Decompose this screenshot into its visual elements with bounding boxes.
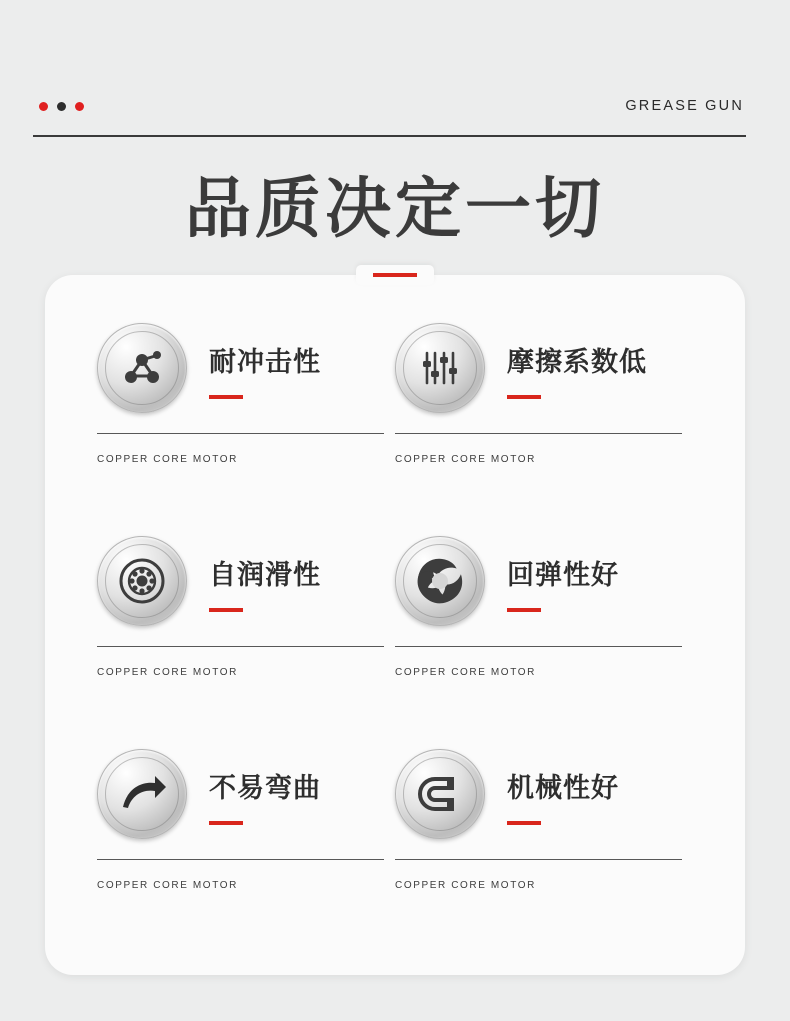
feature-item bbox=[97, 516, 395, 729]
dot-dark-middle bbox=[57, 102, 66, 111]
feature-divider bbox=[97, 859, 384, 860]
feature-subtitle: COPPER CORE MOTOR bbox=[395, 667, 536, 678]
feature-divider bbox=[97, 433, 384, 434]
feature-header bbox=[395, 303, 693, 433]
feature-item bbox=[395, 303, 693, 516]
feature-accent-bar bbox=[209, 821, 243, 825]
bearing-icon bbox=[97, 536, 187, 626]
magnet-icon bbox=[395, 749, 485, 839]
feature-divider bbox=[395, 859, 682, 860]
feature-card bbox=[45, 275, 745, 975]
feature-item bbox=[97, 303, 395, 516]
feature-divider bbox=[395, 433, 682, 434]
feature-subtitle: COPPER CORE MOTOR bbox=[395, 454, 536, 465]
feature-label: 机械性好 bbox=[507, 772, 619, 804]
spring-coil-icon bbox=[395, 536, 485, 626]
feature-accent-bar bbox=[507, 395, 541, 399]
dot-red-right bbox=[75, 102, 84, 111]
feature-accent-bar bbox=[507, 608, 541, 612]
feature-grid bbox=[45, 303, 745, 942]
feature-text bbox=[209, 338, 321, 399]
feature-divider bbox=[395, 646, 682, 647]
feature-label: 回弹性好 bbox=[507, 559, 619, 591]
feature-subtitle: COPPER CORE MOTOR bbox=[395, 880, 536, 891]
feature-header bbox=[395, 729, 693, 859]
card-notch-accent bbox=[373, 273, 417, 277]
feature-item bbox=[97, 729, 395, 942]
feature-header bbox=[395, 516, 693, 646]
feature-subtitle: COPPER CORE MOTOR bbox=[97, 880, 238, 891]
feature-divider bbox=[97, 646, 384, 647]
feature-accent-bar bbox=[209, 608, 243, 612]
feature-item bbox=[395, 516, 693, 729]
feature-header bbox=[97, 516, 395, 646]
feature-subtitle: COPPER CORE MOTOR bbox=[97, 454, 238, 465]
window-dots bbox=[39, 102, 84, 111]
feature-subtitle: COPPER CORE MOTOR bbox=[97, 667, 238, 678]
page-title: 品质决定一切 bbox=[185, 170, 605, 247]
brand-title: GREASE GUN bbox=[625, 98, 744, 114]
feature-label: 自润滑性 bbox=[209, 559, 321, 591]
feature-text bbox=[209, 551, 321, 612]
molecule-icon bbox=[97, 323, 187, 413]
feature-text bbox=[507, 338, 647, 399]
card-notch bbox=[356, 265, 434, 285]
feature-label: 不易弯曲 bbox=[209, 772, 321, 804]
feature-label: 耐冲击性 bbox=[209, 346, 321, 378]
feature-item bbox=[395, 729, 693, 942]
curved-arrow-icon bbox=[97, 749, 187, 839]
sliders-icon bbox=[395, 323, 485, 413]
feature-label: 摩擦系数低 bbox=[507, 346, 647, 378]
dot-red-left bbox=[39, 102, 48, 111]
feature-accent-bar bbox=[507, 821, 541, 825]
feature-text bbox=[507, 764, 619, 825]
feature-text bbox=[209, 764, 321, 825]
feature-accent-bar bbox=[209, 395, 243, 399]
feature-header bbox=[97, 303, 395, 433]
feature-text bbox=[507, 551, 619, 612]
page-header bbox=[33, 95, 746, 137]
feature-header bbox=[97, 729, 395, 859]
